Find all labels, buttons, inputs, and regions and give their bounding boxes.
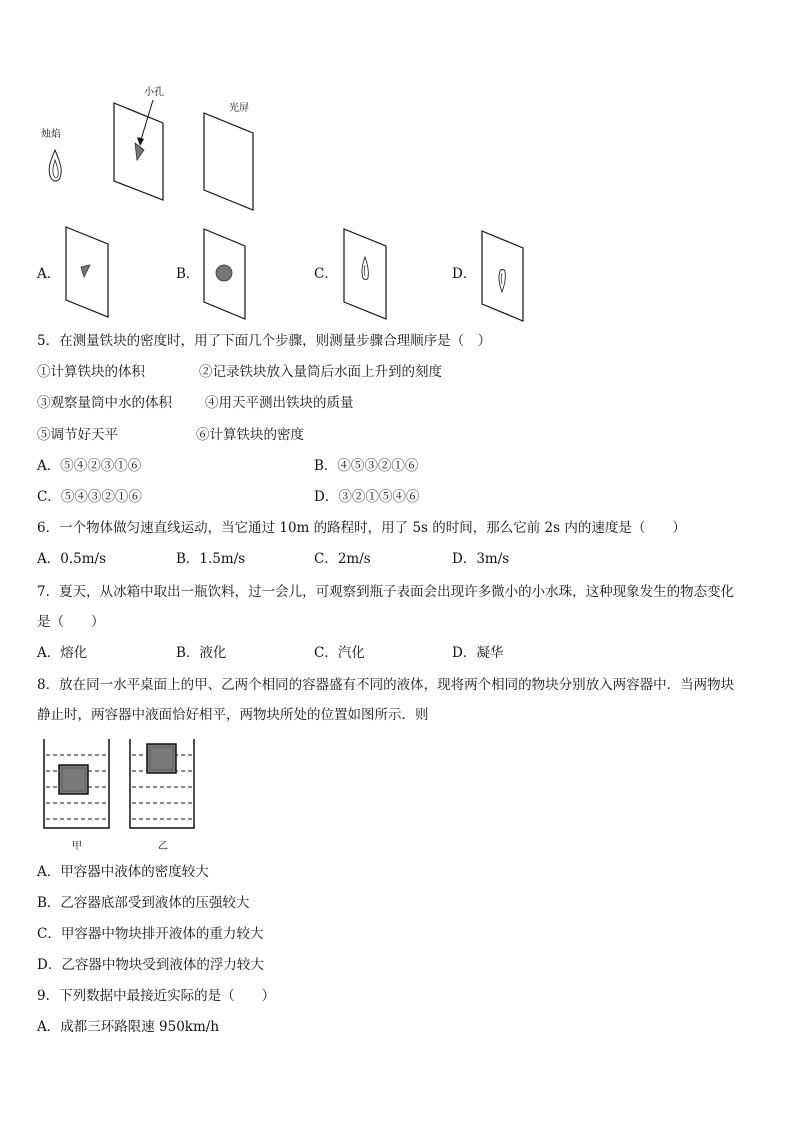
q8-containers-diagram bbox=[0, 735, 794, 855]
candle-label: 烛焰 bbox=[41, 129, 61, 140]
q4-option-d-label: D． bbox=[452, 266, 477, 282]
q5-step-4: ④用天平测出铁块的质量 bbox=[205, 395, 354, 411]
q8-option-b: B．乙容器底部受到液体的压强较大 bbox=[37, 895, 250, 911]
q6-stem: 6．一个物体做匀速直线运动，当它通过 10m 的路程时，用了 5s 的时间，那么它前 2s 内的速度是（ ） bbox=[37, 520, 686, 536]
q4-option-a-label: A． bbox=[37, 266, 61, 282]
q8-stem-line1: 8．放在同一水平桌面上的甲、乙两个相同的容器盛有不同的液体，现将两个相同的物块分别放入两容器中．当两物块 bbox=[37, 677, 735, 693]
q4-options bbox=[0, 220, 794, 320]
q6-option-d: D．3m/s bbox=[452, 551, 510, 567]
q7-stem-line2: 是（ ） bbox=[37, 614, 105, 630]
q5-step-5: ⑤调节好天平 bbox=[37, 427, 118, 443]
q5-option-a: A．⑤④②③①⑥ bbox=[37, 458, 142, 474]
q5-step-6: ⑥计算铁块的密度 bbox=[196, 427, 304, 443]
q8-stem-line2: 静止时，两容器中液面恰好相平，两物块所处的位置如图所示．则 bbox=[37, 707, 429, 723]
q4-option-d-image bbox=[482, 231, 523, 321]
q5-option-d: D．③②①⑤④⑥ bbox=[314, 489, 420, 505]
q4-option-b-image bbox=[204, 229, 245, 319]
container-label-jia: 甲 bbox=[72, 841, 82, 852]
block-jia bbox=[59, 765, 88, 794]
q7-option-b: B．液化 bbox=[176, 645, 227, 661]
q4-option-a-image bbox=[66, 227, 108, 317]
container-label-yi: 乙 bbox=[158, 841, 168, 852]
light-screen bbox=[204, 113, 253, 210]
q7-option-d: D．凝华 bbox=[452, 645, 504, 661]
q5-option-c: C．⑤④③②①⑥ bbox=[37, 489, 142, 505]
q5-option-b: B．④⑤③②①⑥ bbox=[314, 458, 419, 474]
container-jia bbox=[44, 739, 109, 828]
q4-option-c-image bbox=[344, 229, 386, 319]
q5-step-1: ①计算铁块的体积 bbox=[37, 364, 145, 380]
block-yi bbox=[147, 744, 176, 773]
q5-stem: 5．在测量铁块的密度时，用了下面几个步骤，则测量步骤合理顺序是（ ） bbox=[37, 333, 492, 349]
q4-option-c-label: C． bbox=[314, 266, 338, 282]
q9-option-a: A．成都三环路限速 950km/h bbox=[37, 1019, 220, 1035]
container-yi bbox=[130, 739, 194, 828]
hole-label: 小孔 bbox=[144, 87, 164, 98]
q8-option-c: C．甲容器中物块排开液体的重力较大 bbox=[37, 926, 264, 942]
q7-option-c: C．汽化 bbox=[314, 645, 365, 661]
q6-option-a: A．0.5m/s bbox=[37, 551, 106, 567]
q8-option-a: A．甲容器中液体的密度较大 bbox=[37, 864, 209, 880]
q5-step-2: ②记录铁块放入量筒后水面上升到的刻度 bbox=[199, 364, 442, 380]
pinhole-figure bbox=[0, 0, 794, 220]
q4-option-b-label: B． bbox=[176, 266, 200, 282]
q6-option-c: C．2m/s bbox=[314, 551, 371, 567]
q7-option-a: A．熔化 bbox=[37, 645, 88, 661]
screen-label: 光屏 bbox=[229, 103, 249, 114]
q9-stem: 9．下列数据中最接近实际的是（ ） bbox=[37, 988, 276, 1004]
candle-flame-icon bbox=[49, 150, 61, 181]
q8-option-d: D．乙容器中物块受到液体的浮力较大 bbox=[37, 957, 264, 973]
q6-option-b: B．1.5m/s bbox=[176, 551, 246, 567]
pinhole-diagram bbox=[0, 0, 794, 220]
q7-stem-line1: 7．夏天，从冰箱中取出一瓶饮料，过一会儿，可观察到瓶子表面会出现许多微小的小水珠，这种现象发生的物态变化 bbox=[37, 584, 735, 600]
q5-step-3: ③观察量筒中水的体积 bbox=[37, 395, 172, 411]
